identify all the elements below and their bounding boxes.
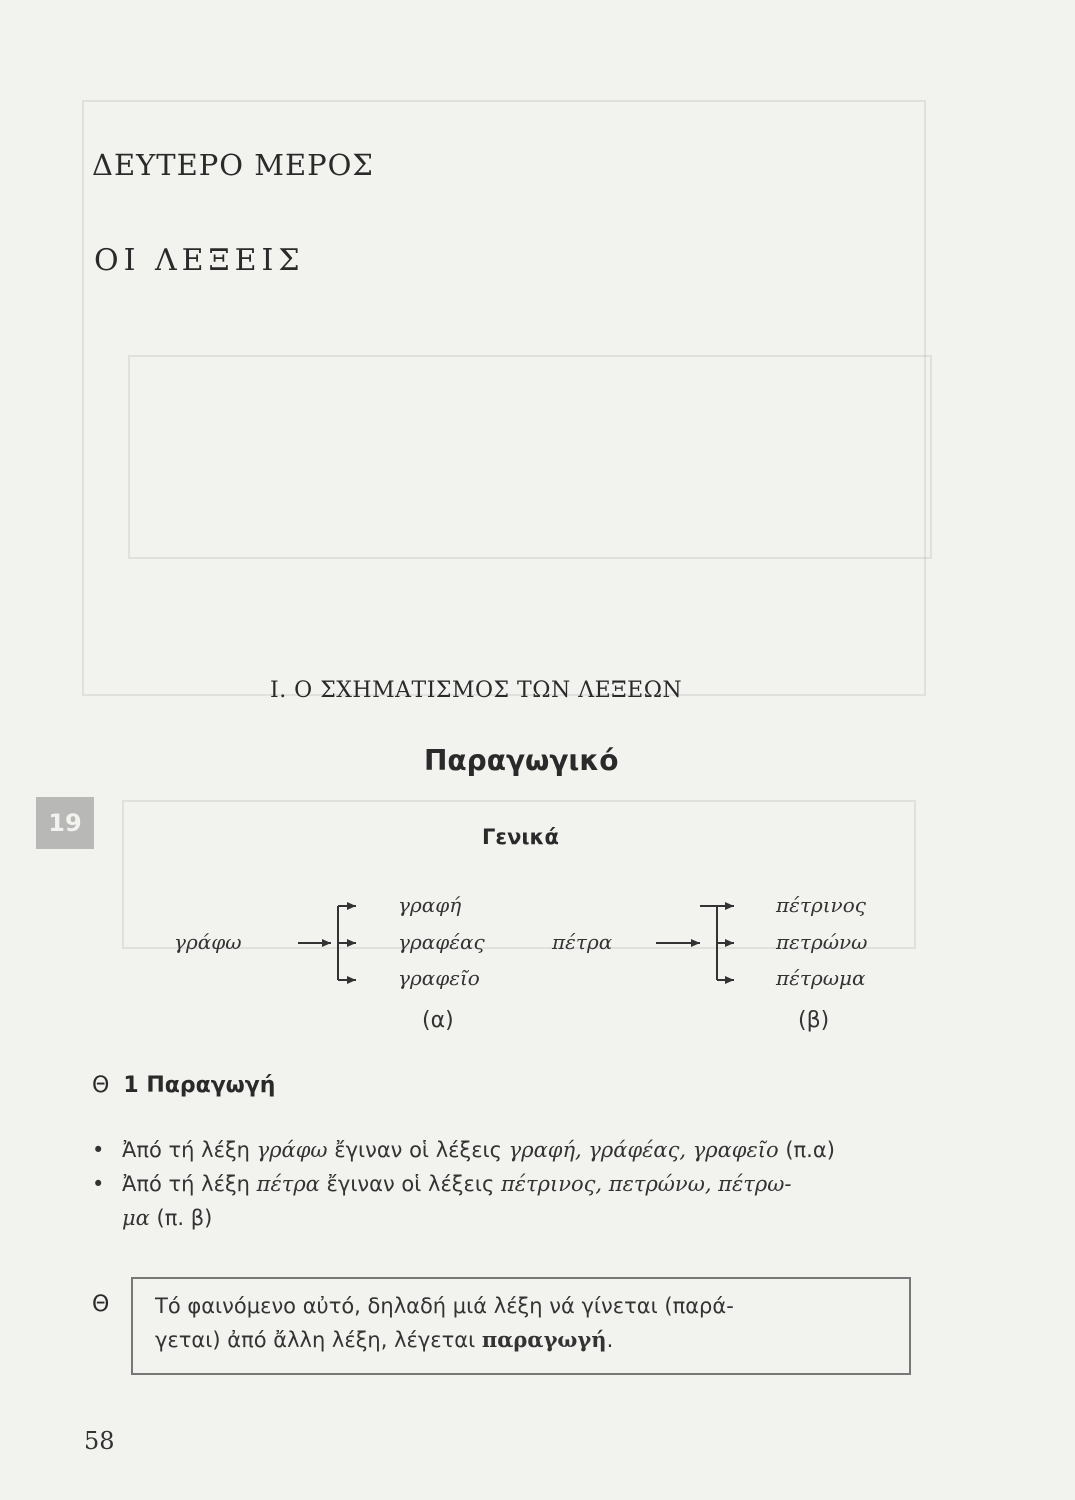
root-word: γράφω: [174, 930, 242, 954]
list-item: • Ἀπό τή λέξη πέτρα ἔγιναν οἱ λέξεις πέτρινος, πετρώνω, πέτρω-: [92, 1172, 792, 1196]
theta-marker-icon: Θ: [92, 1073, 110, 1098]
root-word: πέτρα: [552, 930, 613, 954]
bullet-icon: •: [92, 1172, 105, 1196]
part-title: ΔΕΥΤΕΡΟ ΜΕΡΟΣ: [92, 148, 374, 182]
section-heading: [92, 1073, 275, 1098]
lesson-number-badge: 19: [36, 797, 94, 849]
derived-word: γραφεῖο: [398, 966, 480, 990]
arrow-group-a: [298, 906, 356, 980]
bullet-icon: •: [92, 1138, 105, 1162]
diagram-label: (β): [798, 1008, 830, 1033]
derived-word: γραφέας: [398, 930, 485, 954]
section-number: 1: [123, 1073, 139, 1098]
list-item: • Ἀπό τή λέξη γράφω ἔγιναν οἱ λέξεις γραφή, γράφέας, γραφεῖο (π.α): [92, 1138, 835, 1162]
diagram-label: (α): [422, 1008, 454, 1033]
derived-word: πετρώνω: [776, 930, 868, 954]
section-title: Ι. Ο ΣΧΗΜΑΤΙΣΜΟΣ ΤΩΝ ΛΕΞΕΩΝ: [270, 678, 683, 703]
definition-box: [131, 1277, 911, 1375]
section-heading-text: Παραγωγή: [146, 1073, 276, 1098]
defined-term: παραγωγή: [481, 1327, 607, 1352]
sub-title: Γενικά: [482, 825, 559, 849]
derived-word: πέτρινος: [776, 893, 866, 917]
list-item-continuation: μα (π. β): [122, 1206, 213, 1230]
words-title: ΟΙ ΛΕΞΕΙΣ: [94, 243, 305, 278]
definition-line: γεται) ἀπό ἄλλη λέξη, λέγεται παραγωγή.: [155, 1327, 614, 1352]
theta-marker-icon: Θ: [92, 1292, 110, 1317]
chapter-title: Παραγωγικό: [424, 744, 619, 777]
derived-word: πέτρωμα: [776, 966, 866, 990]
page-number: 58: [84, 1427, 115, 1455]
derived-word: γραφή: [398, 893, 462, 917]
arrow-group-b: [656, 906, 734, 980]
definition-line: Τό φαινόμενο αὐτό, δηλαδή μιά λέξη νά γίνεται (παρά-: [155, 1294, 734, 1318]
